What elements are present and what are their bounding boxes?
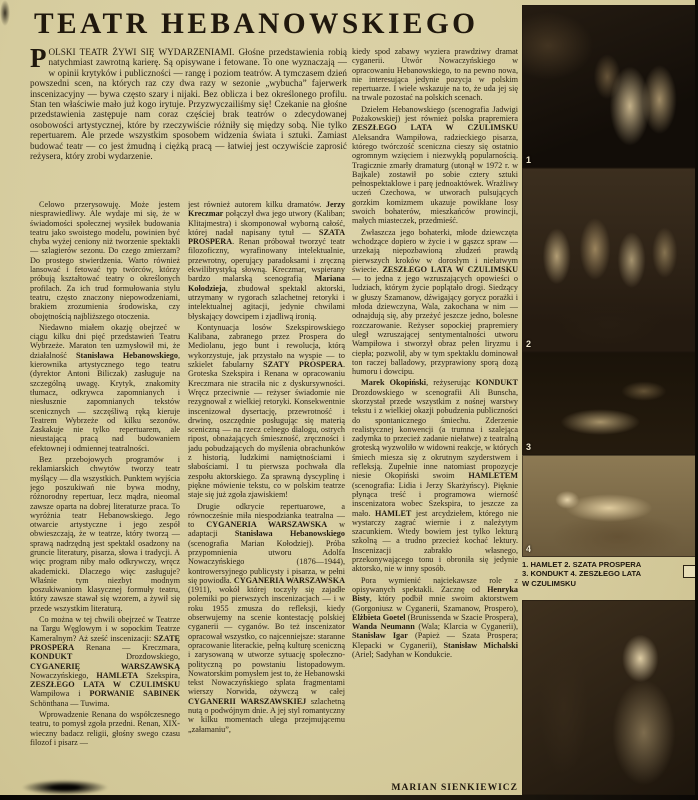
photo-strip	[522, 0, 696, 800]
intro-text: OLSKI TEATR ŻYWI SIĘ WYDARZENIAMI. Głośne przedstawienia robią natychmiast zawrotną karierę. Są opisywane i fetowane. To one wyznaczają — w opinii krytyków i publiczności — rangę i poziom teatrów. A tymczasem dzień powszedni scen, na których raz czy dwa razy w sezonie „wybucha” fajerwerk inscenizacyjny — bywa często szary i nijaki. Bez oblicza i bez określonego profilu. Stan ten właściwie mało już kogo irytuje. Przyzwyczailiśmy się! Czekanie na głośne przedstawienia zastępuje nam coraz częściej brak teatrów o zdecydowanej osobowości artystycznej, które by rzeczywiście różniły się między sobą. Nie tylko repertuarem. Ale przede wszystkim sposobem widzenia świata i sztuki. Zamiast budować teatr — co jest żmudną i ciężką pracą — łatwiej jest oczywiście zaprosić reżysera, który zrobi wydarzenie.	[30, 47, 347, 162]
intro-paragraph	[30, 47, 347, 197]
text-column-1: Celowo przerysowuję. Może jestem niesprawiedliwy. Ale wydaje mi się, że w świadomości społecznej wysiłek budowania teatru jako swoistego modelu, powinien być chyba wyżej ceniony niż tworzenie spektakli — szlagierów sezonu. Do czego zmierzam? Do prostego stwierdzenia. Warto również lansować i fetować typ twórców, którzy próbują kształtować teatry o określonych profilach. Za ich trud formułowania stylu teatru, często znaczony niepowodzeniami, brakiem zrozumienia środowiska, czy obojętnością najbliższego otoczenia. Niedawno miałem okazję obejrzeć w ciągu kilku dni pięć przedstawień Teatru Wybrzeże. Maraton ten uzmysłowił mi, że działalność Stanisława Hebanowskiego, kierownika artystycznego tego teatru (dyrektor Antoni Biliczak) zasługuje na szczególną uwagę. Krytyk, znakomity tłumacz, odkrywca zapomnianych i niesłusznie zapomnianych tekstów scenicznych — szczęśliwą ręką kieruje Teatrem Wybrzeże od kilku sezonów. Zaskakuje nie tylko repertuarem, ale nieustającą pracą nad budowaniem efektownej i odmiennej teatralności. Bez przebojowych programów i reklamiarskich chwytów tworzy teatr myślący — dla wszystkich. Punktem wyjścia jego poszukiwań nie bywa modny, różnorodny repertuar, lecz mądra, nieomal zawsze oparta na dobrej literaturze praca. To wyróżnia teatr Hebanowskiego. Jego otwarcie artystyczne i jego zespół obwieszczają, że w teatrze, który tworzą — sprawą nadrzędną jest spektakl osadzony na gruncie literatury, pisarza, słowa i tradycji. A więc program niby mało odkrywczy, wręcz akademicki. Dlaczego więc zasługuje? Właśnie tym niezbyt modnym poszukiwaniom klasycznej formuły teatru, który zawsze stawał się wzorem, a żywił się przede wszystkim literaturą. Co można w tej chwili obejrzeć w Teatrze na Targu Węglowym i w sopockim Teatrze Kameralnym? Aż sześć inscenizacji: SZATĘ PROSPERA Renana — Kreczmara, KONDUKT Drozdowskiego, CYGANERIĘ WARSZAWSKĄ Nowaczyńskiego, HAMLETA Szekspira, ZESZŁEGO LATA W CZULIMSKU Wampiłowa i PORWANIE SABINEK Schönthana — Tuwima. Wprowadzenie Renana do współczesnego teatru, to pomysł zgoła przedni. Renan, XIX-wieczny badacz religii, głośny swego czasu filozof i pisarz —	[30, 200, 180, 747]
photo-zeszlego-lata	[522, 455, 696, 557]
drop-cap: P	[30, 47, 47, 73]
scan-corner-artifact	[0, 0, 10, 26]
photo-portrait-scene	[522, 600, 696, 795]
text-column-2: jest również autorem kilku dramatów. Jerzy Kreczmar połączył dwa jego utwory (Kaliban; Klitajmestra) i skomponował wyborną całość, której nadał napisany tytuł — SZATA PROSPERA. Renan próbował tworzyć teatr filozoficzny, wyrafinowany intelektualnie, przewrotny, operujący paradoksami i zręczną ekwilibrystyką słowną. Kreczmar, wspierany bardzo malarską scenografią Mariana Kołodzieja, zbudował spektakl aktorski, utrzymany w rygorach szlachetnej retoryki i intelektualnej agitacji, jedynie chwilami błyskający dowcipem i zjadliwą ironią. Kontynuacja losów Szekspirowskiego Kalibana, zabranego przez Prospera do Mediolanu, jego bunt i rewolucja, którą wykorzystuje, jak przystało na wyspie — to szkielet fabularny SZATY PROSPERA. Groteska Szekspira i Renana w opracowaniu Kreczmara nie straciła nic z dyskursywności. Wręcz przeciwnie — reżyser świadomie nie rezygnował z wielkiej retoryki. Konsekwentnie inscenizował dysertację, przewrotność i drwinę, oszczędnie posługując się materią sceniczną — na rzecz celnego dialogu, ostrych ripost, obnażających śmieszność, zręczności i jadu pobudzających do myślenia obrachunków z historią, ludzkimi namiętnościami i słabościami. I tu pierwsza pochwała dla zespołu aktorskiego. Za sprawną dyscyplinę i piękne mówienie tekstu, co w polskim teatrze staje się już zgoła zjawiskiem! Drugie odkrycie repertuarowe, a równocześnie miła niespodzianka teatralna — to CYGANERIA WARSZAWSKA w adaptacji Stanisława Hebanowskiego (scenografia Marian Kołodziej). Próba przypomnienia utworu Adolfa Nowaczyńskiego (1876—1944), kontrowersyjnego publicysty i pisarza, w pełni się powiodła. CYGANERIA WARSZAWSKA (1911), wokół której toczyły się zajadłe polemiki po pierwszych inscenizacjach — i w roku 1955 zmusza do refleksji, kiedy obserwujemy na scenie kontestację polskiej cyganerii — cyganów. Bo też inscenizator opracował wszystko, co najcenniejsze: staranne opracowanie literackie, pełną kulturę sceniczną i zarysowaną w utworze sytuację społeczno-polityczną po powstaniu listopadowym. Nowatorskim pomysłem jest to, że Hebanowski tekst Nowaczyńskiego splata fragmentami wierszy Norwida, ożywczą w całej CYGANERII WARSZAWSKIEJ szlachetną nutą o podwójnym dnie. A jej styl romantyczny w kilku momentach ulega przejmującemu „załamaniu”,	[188, 200, 345, 734]
scan-edge-bottom	[0, 795, 698, 800]
photo-kondukt	[522, 352, 696, 455]
photo-szata-prospera	[522, 168, 696, 352]
author-byline: MARIAN SIENKIEWICZ	[391, 783, 518, 793]
text-column-3: kiedy spod zabawy wyziera prawdziwy dramat cyganerii. Utwór Nowaczyńskiego w opracowaniu Hebanowskiego, to na pewno nowa, nie interesująca jedynie pozycja w polskim repertuarze. I wiele wskazuje na to, że uda jej się na trwale pozostać na polskich scenach. Dziełem Hebanowskiego (scenografia Jadwigi Pożakowskiej) jest również polska prapremiera ZESZŁEGO LATA W CZULIMSKU Aleksandra Wampiłowa, radzieckiego pisarza, którego twórczość sceniczna cieszy się ostatnio ogromnym wzięciem i niezwykłą popularnością. Tragicznie zmarły dramaturg (utonął w 1972 r. w Bajkale) zostawił po sobie cztery sztuki pełnospektaklowe i parę jednoaktówek. Wrażliwy uczeń Czechowa, w utworach pulsujących gorzkim komizmem ukazuje powikłane losy swoich bohaterów, mieszkańców prowincji, małych miasteczek, przedmieść. Zwłaszcza jego bohaterki, młode dziewczęta wchodzące dopiero w życie i w gąszcz spraw — urzekają niepozbawioną złudzeń prawdą pierwszych kroków w dorosłym i niełatwym świecie. ZESZŁEGO LATA W CZULIMSKU — to jedna z jego wzruszających opowieści o ludziach, którym życie poplątało drogi. Siedzący w głuszy Szamanow, dźwigający gorycz porażki i młoda dziewczyna, Wala, zakochana w nim — odnajdują się, aby przeżyć jeszcze jedno, bolesne rozczarowanie. Reżyser sopockiej prapremiery uległ wzruszającej sentymentalności utworu Wampiłowa i stworzył obraz pełen liryzmu i ciepła; pozwolił, aby w tym spektaklu dominował ton raczej balladowy, przyprawiony sporą dozą humoru i dowcipu. Marek Okopiński, reżyserując KONDUKT Drozdowskiego w scenografii Ali Bunscha, skorzystał przede wszystkim z nośnej warstwy tekstu i z wielkiej okazji pobudzenia publiczności do spontanicznego śmiechu. Zderzenie realistycznej konwencji (a trumna i szalejąca zadymka to przecież zadanie niełatwe) z teatralną groteską wyzwoliło w widowni reakcje, w których śmiech miesza się z okrutnym szyderstwem i refleksją. Zupełnie inne natomiast propozycje niesie Okopiński swoim HAMLETEM (scenografia: Lidia i Jerzy Skarżyńscy). Pięknie płynąca treść i programowa wierność inscenizatora wobec Szekspira, to jeszcze za mało. HAMLET jest arcydziełem, którego nie wystarczy zagrać wiernie i z należytym szacunkiem. Wtedy bowiem jest tylko lekturą szkolną — a trudno przecież kochać lektury. Inscenizacji zabrakło własnego, przekonywającego tonu i obroniła się jedynie aktorsko, nie w inny sposób. Pora wymienić najciekawsze role z opisywanych spektakli. Zacznę od Henryka Bisty, który podbił mnie swoim aktorstwem (Gorgoniusz w Cyganerii, Szamanow, Prospero), Elżbieta Goetel (Brunissenda w Szacie Prospera), Wanda Neumann (Wala; Klarcia w Cyganerii), Stanisław Igar (Papież — Szata Prospera; Klepacki w Cyganerii), Stanisław Michalski (Ariel; Sadyhan w Kondukcie.	[352, 47, 518, 659]
photo-number-label: 1	[526, 155, 532, 165]
photo-caption: 1. HAMLET 2. SZATA PROSPERA 3. KONDUKT 4. ZESZŁEGO LATA W CZULIMSKU	[522, 560, 641, 588]
article-title: TEATR HEBANOWSKIEGO	[34, 7, 479, 40]
photo-number-label: 2	[526, 339, 532, 349]
photo-number-label: 3	[526, 442, 532, 452]
photo-number-label: 4	[526, 544, 532, 554]
photo-hamlet	[522, 5, 696, 168]
scan-smudge-artifact	[22, 780, 108, 795]
photo-caption-row	[522, 560, 696, 588]
